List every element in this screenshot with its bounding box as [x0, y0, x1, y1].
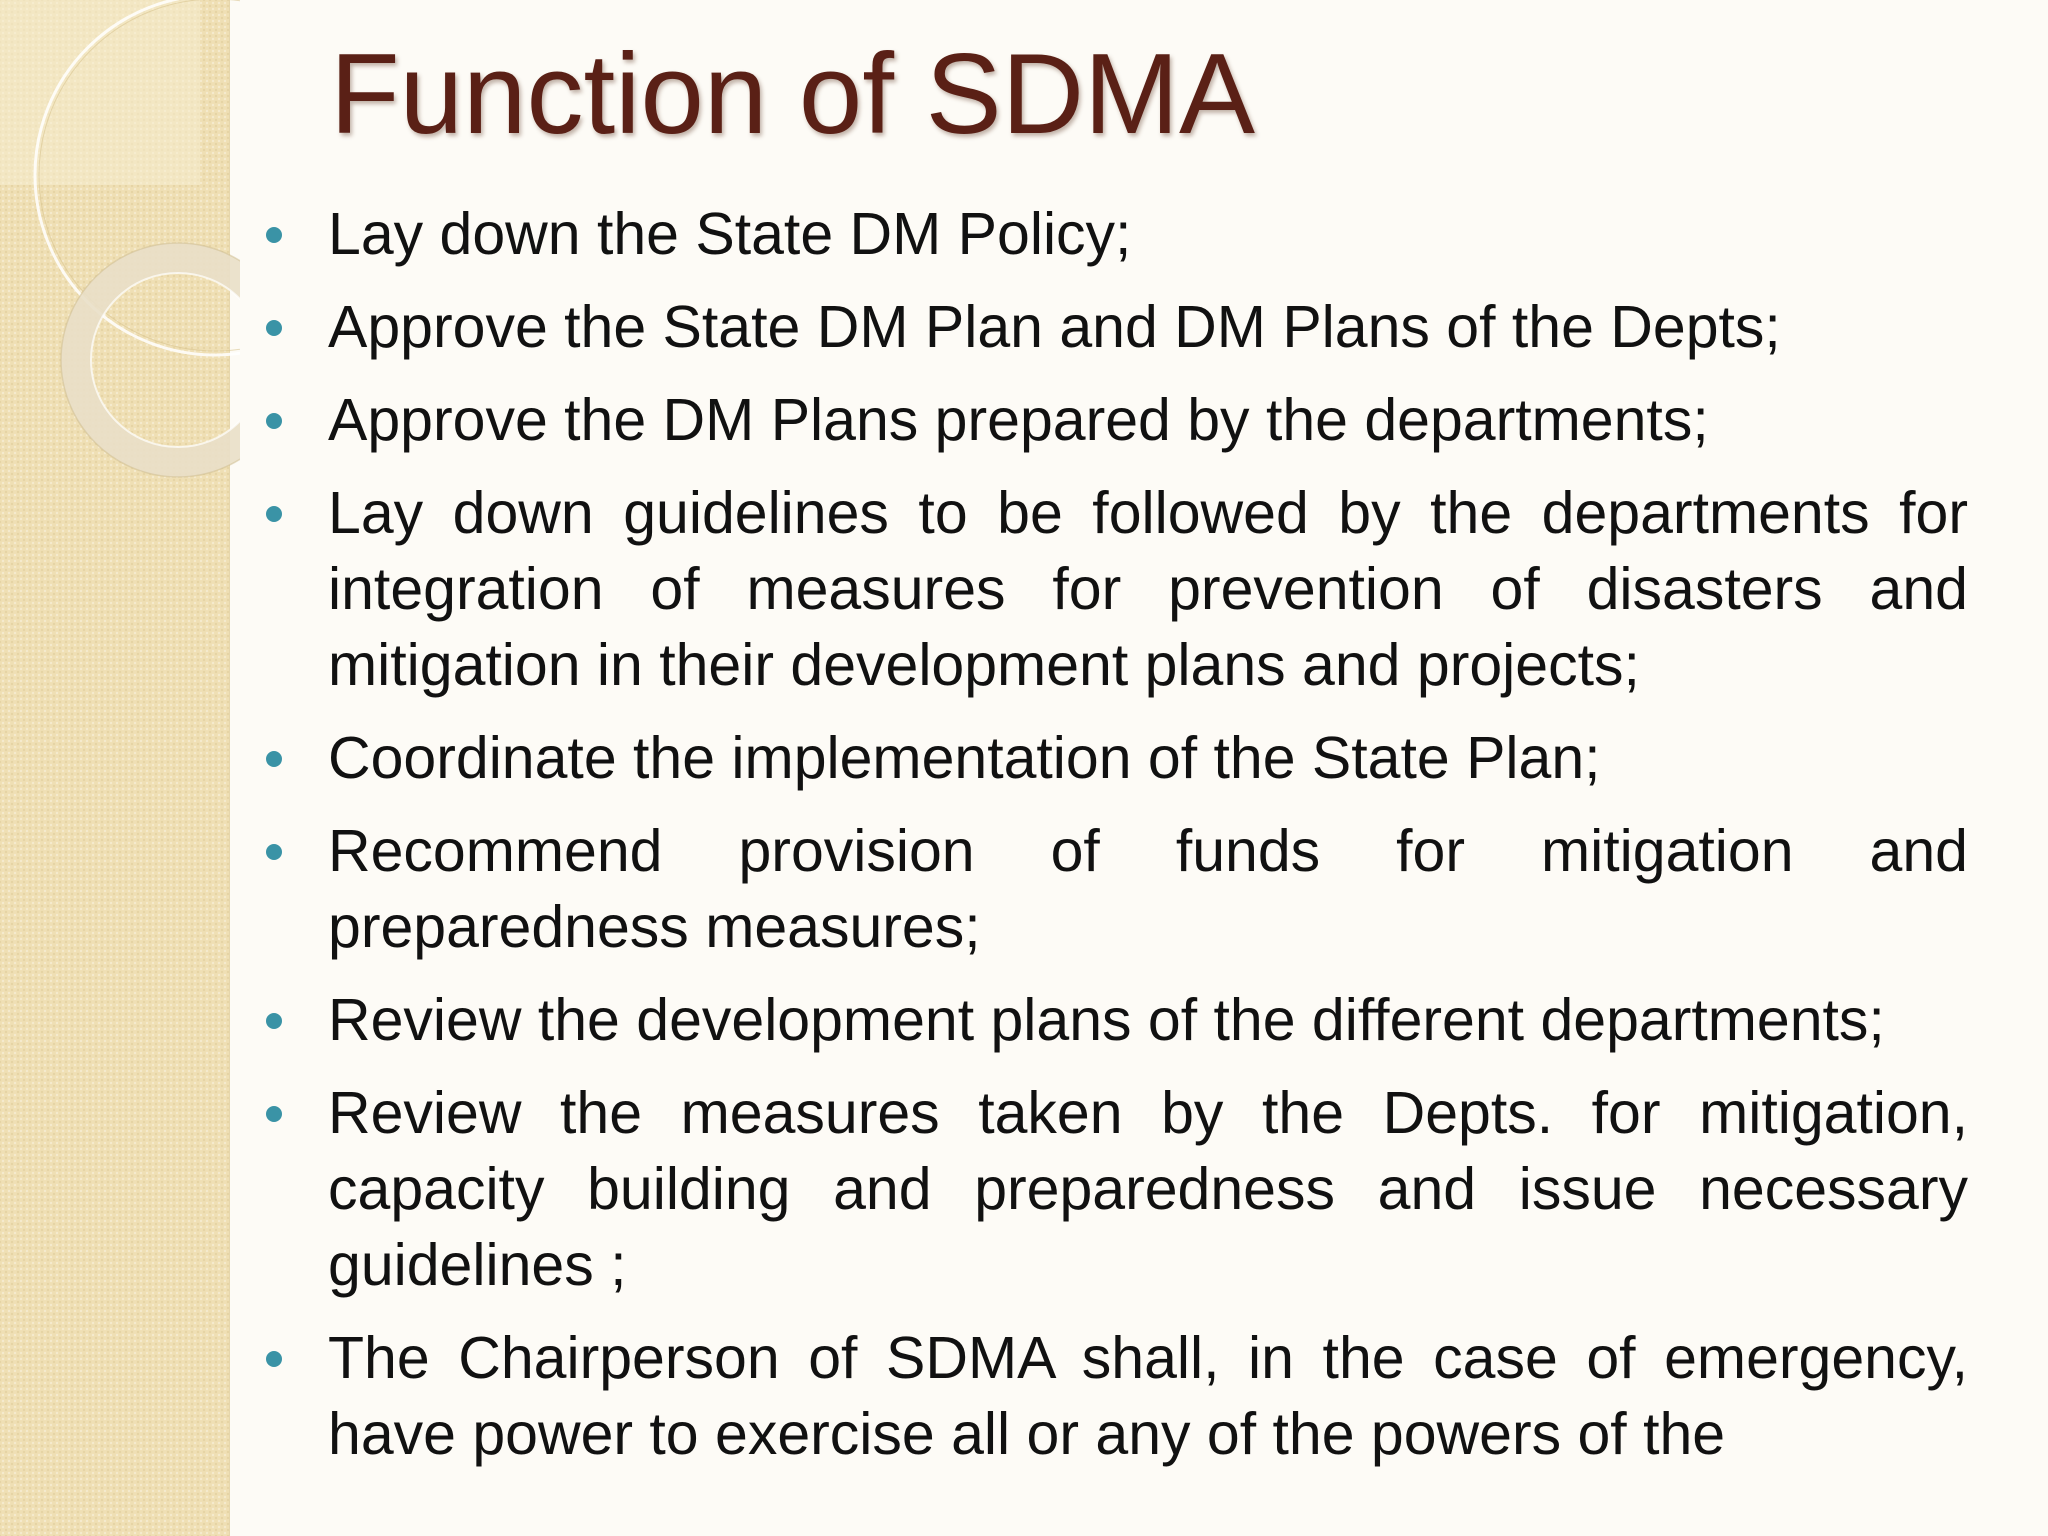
bullet-dot-icon — [266, 506, 282, 522]
bullet-item — [328, 720, 1968, 796]
bullet-dot-icon — [266, 1013, 282, 1029]
bullet-item — [328, 289, 1968, 365]
bullet-text: The Chairperson of SDMA shall, in the case of emergency, have power to exercise all or any of the powers of the — [328, 1325, 1968, 1467]
bullet-text: Recommend provision of funds for mitigation and preparedness measures; — [328, 818, 1968, 960]
bullet-text: Review the development plans of the different departments; — [328, 987, 1885, 1053]
bullet-dot-icon — [266, 751, 282, 767]
bullet-text: Coordinate the implementation of the State Plan; — [328, 725, 1601, 791]
bullet-item — [328, 475, 1968, 703]
bullet-text: Approve the DM Plans prepared by the departments; — [328, 387, 1709, 453]
bullet-text: Lay down guidelines to be followed by the departments for integration of measures for prevention of disasters and mitigation in their development plans and projects; — [328, 480, 1968, 698]
slide-title: Function of SDMA — [330, 31, 1256, 158]
decorative-rings-graphic — [0, 0, 240, 520]
bullet-item — [328, 813, 1968, 965]
bullet-dot-icon — [266, 1106, 282, 1122]
bullet-dot-icon — [266, 320, 282, 336]
bullet-item — [328, 196, 1968, 272]
bullet-dot-icon — [266, 844, 282, 860]
bullet-text: Approve the State DM Plan and DM Plans of the Depts; — [328, 294, 1781, 360]
bullet-list — [328, 196, 1968, 1489]
bullet-item — [328, 1320, 1968, 1472]
bullet-dot-icon — [266, 413, 282, 429]
bullet-item — [328, 1075, 1968, 1303]
bullet-text: Review the measures taken by the Depts. for mitigation, capacity building and preparedness and issue necessary guidelines ; — [328, 1080, 1968, 1298]
bullet-item — [328, 382, 1968, 458]
bullet-dot-icon — [266, 1351, 282, 1367]
bullet-text: Lay down the State DM Policy; — [328, 201, 1132, 267]
bullet-dot-icon — [266, 227, 282, 243]
bullet-item — [328, 982, 1968, 1058]
